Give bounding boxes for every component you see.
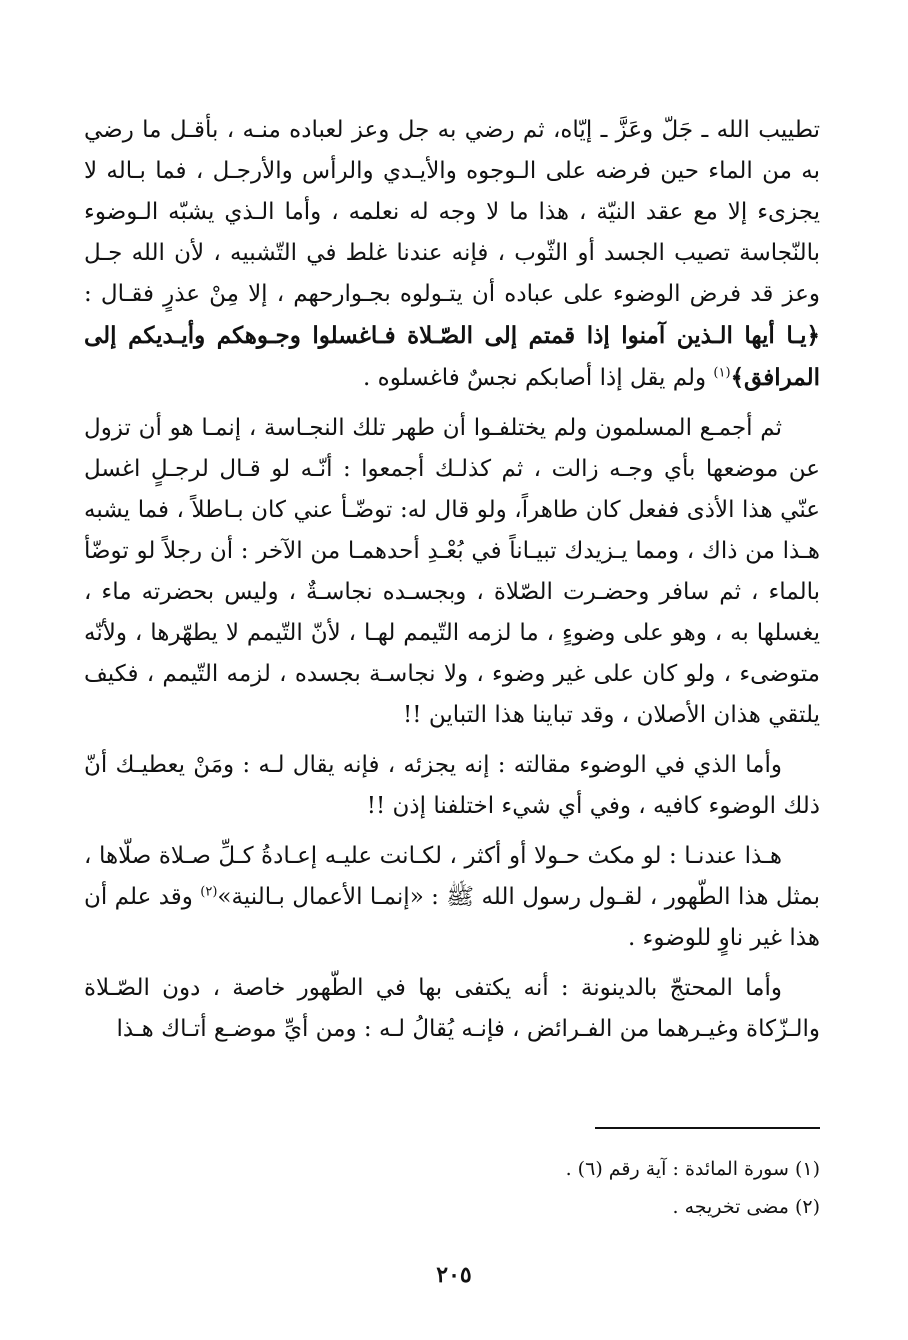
paragraph-4: [84, 836, 820, 959]
paragraph-3: وأما الذي في الوضوء مقالته : إنه يجزئه ، فإنه يقال لـه : ومَنْ يعطيـك أنّ ذلك الوضوء كافيه ، وفي أي شيء اختلفنا إذن !!: [84, 752, 820, 819]
paragraph-1-tail: ولم يقل إذا أصابكم نجسٌ فاغسلوه .: [363, 365, 714, 391]
main-text: [84, 110, 820, 1059]
footnotes: [84, 1150, 820, 1226]
footnote-1: (١) سورة المائدة : آية رقم (٦) .: [565, 1158, 820, 1180]
paragraph-1-text: تطييب الله ـ جَلّ وعَزَّ ـ إيّاه، ثم رضي به جل وعز لعباده منـه ، بأقـل ما رضي به من الماء حين فرضه على الـوجوه والأيـدي والرأس والأرجـل ، فما بـاله لا يجزىء إلا مع عقد النيّة ، هذا ما لا وجه له نعلمه ، وأما الـذي يشبّه الـوضوء بالنّجاسة تصيب الجسد أو الثّوب ، فإنه عندنا غلط في التّشبيه ، لأن الله جـل وعز قد فرض الوضوء على عباده أن يتـولوه بجـوارحهم ، إلا مِنْ عذرٍ فقـال :: [84, 117, 820, 307]
paragraph-1: [84, 110, 820, 399]
paragraph-5: وأما المحتجّ بالدينونة : أنه يكتفى بها في الطّهور خاصة ، دون الصّـلاة والـزّكاة وغيـرهما من الفـرائض ، فإنـه يُقالُ لـه : ومن أيِّ موضـع أتـاك هـذا: [84, 975, 820, 1042]
footnote-divider: [595, 1127, 820, 1129]
footnote-ref-1: (١): [713, 365, 731, 381]
paragraph-4-tail: وقد علم أن هذا غير ناوٍ للوضوء .: [84, 884, 820, 951]
footnote-2: (٢) مضى تخريجه .: [672, 1196, 820, 1218]
paragraph-2: ثم أجمـع المسلمون ولم يختلفـوا أن طهر تلك النجـاسة ، إنمـا هو أن تزول عن موضعها بأي وجـه زالت ، ثم كذلـك أجمعوا : أنّـه لو قـال لرجـلٍ اغسل عنّي هذا الأذى ففعل كان طاهراً، ولو قال له: توضّـأ عني كان بـاطلاً ، فما يشبه هـذا من ذاك ، ومما يـزيدك تبيـاناً في بُعْـدِ أحدهمـا من الآخر : أن رجلاً لو توضّأ بالماء ، ثم سافر وحضـرت الصّلاة ، وبجسـده نجاسـةٌ ، وليس بحضرته ماء ، يغسلها به ، وهو على وضوءٍ ، ما لزمه التّيمم لهـا ، لأنّ التّيمم لا يطهّرها ، ولأنّه متوضىء ، ولو كان على غير وضوء ، ولا نجاسـة بجسده ، لزمه التّيمم ، فكيف يلتقي هذان الأصلان ، وقد تباينا هذا التباين !!: [84, 415, 820, 728]
footnote-ref-2: (٢): [200, 884, 218, 900]
quran-verse: ﴿يـا أيها الـذين آمنوا إذا قمتم إلى الصّـلاة فـاغسلوا وجـوهكم وأيـديكم إلى المرافق﴾: [84, 322, 820, 391]
paragraph-4-text: هـذا عندنـا : لو مكث حـولا أو أكثر ، لكـانت عليـه إعـادةُ كـلِّ صـلاة صلّاها ، بمثل هذا الطّهور ، لقـول رسول الله ﷺ : «إنمـا الأعمال بـالنية»: [84, 843, 820, 910]
page-number: ٢٠٥: [436, 1262, 472, 1288]
